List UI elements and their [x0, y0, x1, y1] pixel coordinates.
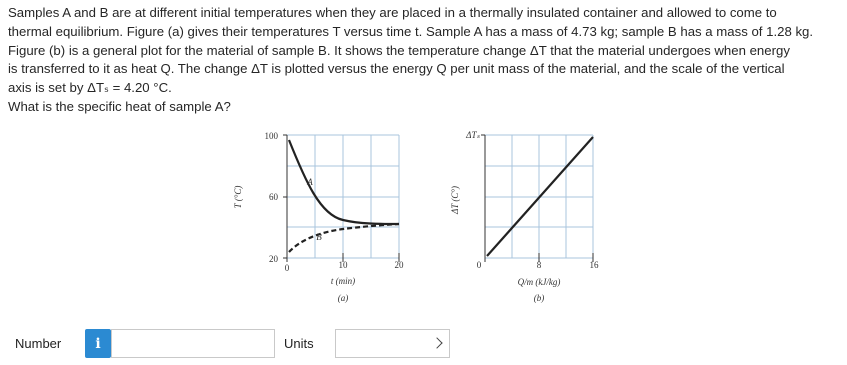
figure-a [233, 131, 404, 303]
question-line: axis is set by ΔTₛ = 4.20 °C. [8, 80, 172, 96]
question-line: Samples A and B are at different initial temperatures when they are placed in a thermally insulated container and allowed to come to [8, 5, 777, 20]
x-tick-label: 0 [476, 260, 482, 270]
x-tick-label: 0 [284, 263, 290, 273]
chevron-down-icon [431, 337, 442, 348]
figure-b [450, 130, 599, 303]
units-select[interactable] [335, 329, 450, 358]
question-prompt: What is the specific heat of sample A? [8, 98, 231, 114]
question-line: Figure (b) is a general plot for the material of sample B. It shows the temperature change ΔT that the material undergoes when energy [8, 42, 790, 58]
x-axis-label: Q/m (kJ/kg) [517, 277, 561, 287]
x-tick-label: 10 [338, 260, 348, 270]
number-label: Number [15, 336, 62, 351]
x-tick-label: 8 [536, 260, 542, 270]
y-axis-label: T (°C) [233, 185, 243, 209]
units-label: Units [284, 336, 314, 351]
y-axis-label: ΔT (C°) [450, 186, 460, 214]
question-line: thermal equilibrium. Figure (a) gives their temperatures T versus time t. Sample A has a mass of 4.73 kg; sample B has a mass of 1.28 kg. [8, 23, 814, 39]
question-line: is transferred to it as heat Q. The change ΔT is plotted versus the energy Q per unit mass of the material, and the scale of the vertical [8, 61, 785, 77]
answer-row [0, 326, 847, 360]
x-axis-label: t (min) [330, 276, 356, 286]
curve-b [289, 224, 399, 252]
curve-a-label: A [307, 177, 313, 187]
x-tick-label: 16 [589, 260, 599, 270]
curve-a [289, 140, 399, 224]
y-tick-label: 20 [269, 254, 278, 264]
y-tick-label: 60 [269, 192, 278, 202]
figure-a-grid [287, 135, 399, 258]
curve-b-label: B [316, 232, 322, 242]
info-icon[interactable]: i [85, 329, 111, 358]
y-tick-label: 100 [264, 131, 278, 141]
x-tick-label: 20 [394, 260, 404, 270]
number-input[interactable] [111, 329, 275, 358]
y-top-tick-label: ΔTₛ [466, 130, 480, 140]
figure-caption: (b) [533, 293, 545, 303]
figure-caption: (a) [337, 293, 349, 303]
